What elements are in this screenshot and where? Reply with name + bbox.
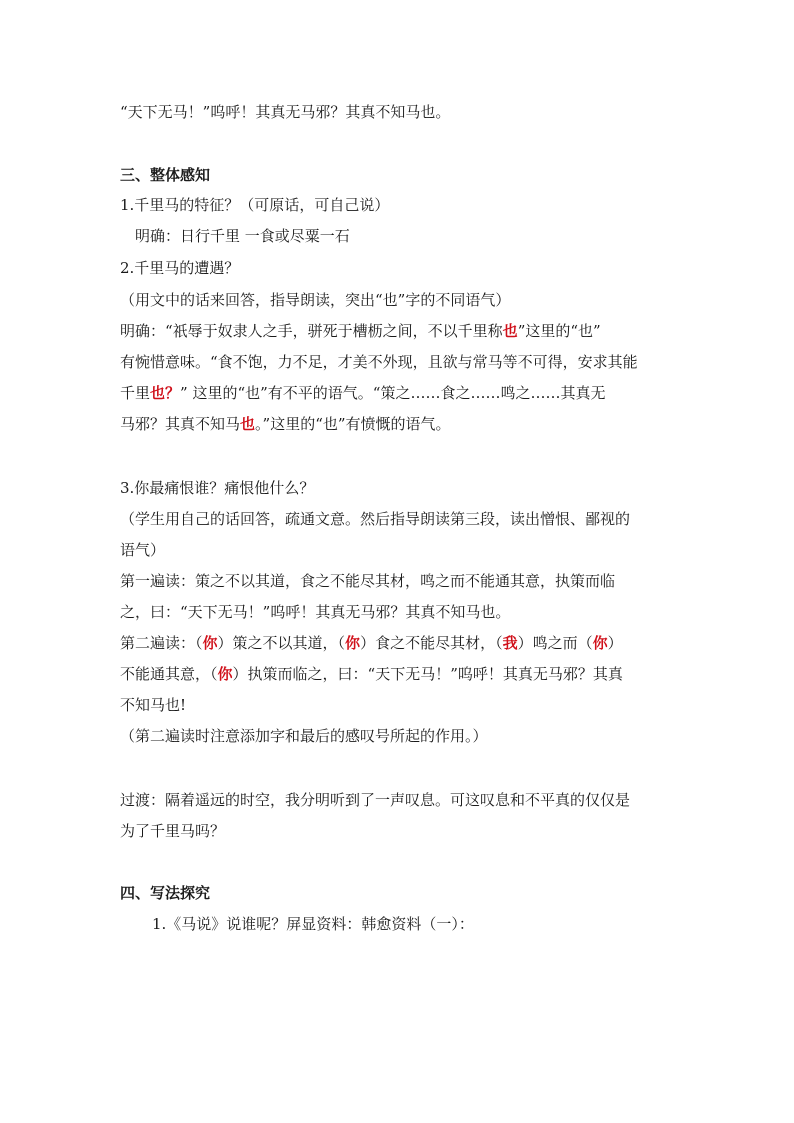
writing-question-1: 1.《马说》说谁呢？屏显资料：韩愈资料（一）： [152, 915, 474, 933]
second-reading-line-3: 不知马也! [120, 696, 187, 714]
emphasis-ye: 也 [240, 415, 256, 433]
answer-2-line-3 [120, 383, 680, 403]
text-run: ” 这里的“也”有不平的语气。“策之……食之……鸣之……其真无 [180, 384, 606, 402]
text-run: 明确：“祇辱于奴隶人之手，骈死于槽枥之间，不以千里称 [120, 322, 503, 340]
question-3-note-2: 语气） [120, 541, 166, 559]
text-run: ）执策而临之，曰：“天下无马！”呜呼！其真无马邪？其真 [232, 665, 623, 683]
text-run: 第二遍读：（ [120, 634, 203, 652]
second-reading-line-1 [120, 633, 680, 653]
answer-2-line-4 [120, 414, 680, 434]
text-run: ）食之不能尽其材，（ [360, 634, 503, 652]
emphasis-ni: 你 [202, 634, 218, 652]
question-3: 3.你最痛恨谁？痛恨他什么？ [120, 479, 315, 497]
transition-line-2: 为了千里马吗？ [120, 822, 226, 840]
second-reading-note: （第二遍读时注意添加字和最后的感叹号所起的作用。） [120, 727, 488, 745]
question-2: 2.千里马的遭遇？ [120, 259, 240, 277]
text-run: ”这里的“也” [517, 322, 601, 340]
transition-line-1: 过渡：隔着遥远的时空，我分明听到了一声叹息。可这叹息和不平真的仅仅是 [120, 791, 631, 809]
question-2-note: （用文中的话来回答，指导朗读，突出“也”字的不同语气） [120, 291, 511, 309]
emphasis-ye: 也 [502, 322, 518, 340]
first-reading-line-2: 之，曰：“天下无马！”呜呼！其真无马邪？其真不知马也。 [120, 603, 511, 621]
text-run: ）鸣之而（ [517, 634, 593, 652]
text-run: 。”这里的“也”有愤慨的语气。 [255, 415, 451, 433]
emphasis-ni: 你 [592, 634, 608, 652]
text-line: “天下无马！”呜呼！其真无马邪？其真不知马也。 [120, 103, 451, 121]
second-reading-line-2 [120, 664, 680, 684]
emphasis-ni: 你 [345, 634, 361, 652]
question-3-note-1: （学生用自己的话回答，疏通文意。然后指导朗读第三段，读出憎恨、鄙视的 [120, 510, 631, 528]
answer-1: 明确：日行千里 一食或尽粟一石 [135, 227, 350, 245]
text-run: 千里 [120, 384, 151, 402]
emphasis-ye: 也？ [150, 384, 181, 402]
text-run: ）策之不以其道，（ [217, 634, 346, 652]
text-run: 马邪？其真不知马 [120, 415, 241, 433]
text-run: ） [607, 634, 623, 652]
text-run: 不能通其意，（ [120, 665, 218, 683]
section-heading-3: 三、整体感知 [120, 166, 211, 184]
emphasis-ni: 你 [217, 665, 233, 683]
answer-2-line-2: 有惋惜意味。“食不饱，力不足，才美不外现，且欲与常马等不可得，安求其能 [120, 353, 638, 371]
first-reading-line-1: 第一遍读：策之不以其道，食之不能尽其材，鸣之而不能通其意，执策而临 [120, 572, 616, 590]
section-heading-4: 四、写法探究 [120, 884, 211, 902]
emphasis-wo: 我 [502, 634, 518, 652]
question-1: 1.千里马的特征？（可原话，可自己说） [120, 196, 390, 214]
answer-2-line-1 [120, 321, 680, 341]
